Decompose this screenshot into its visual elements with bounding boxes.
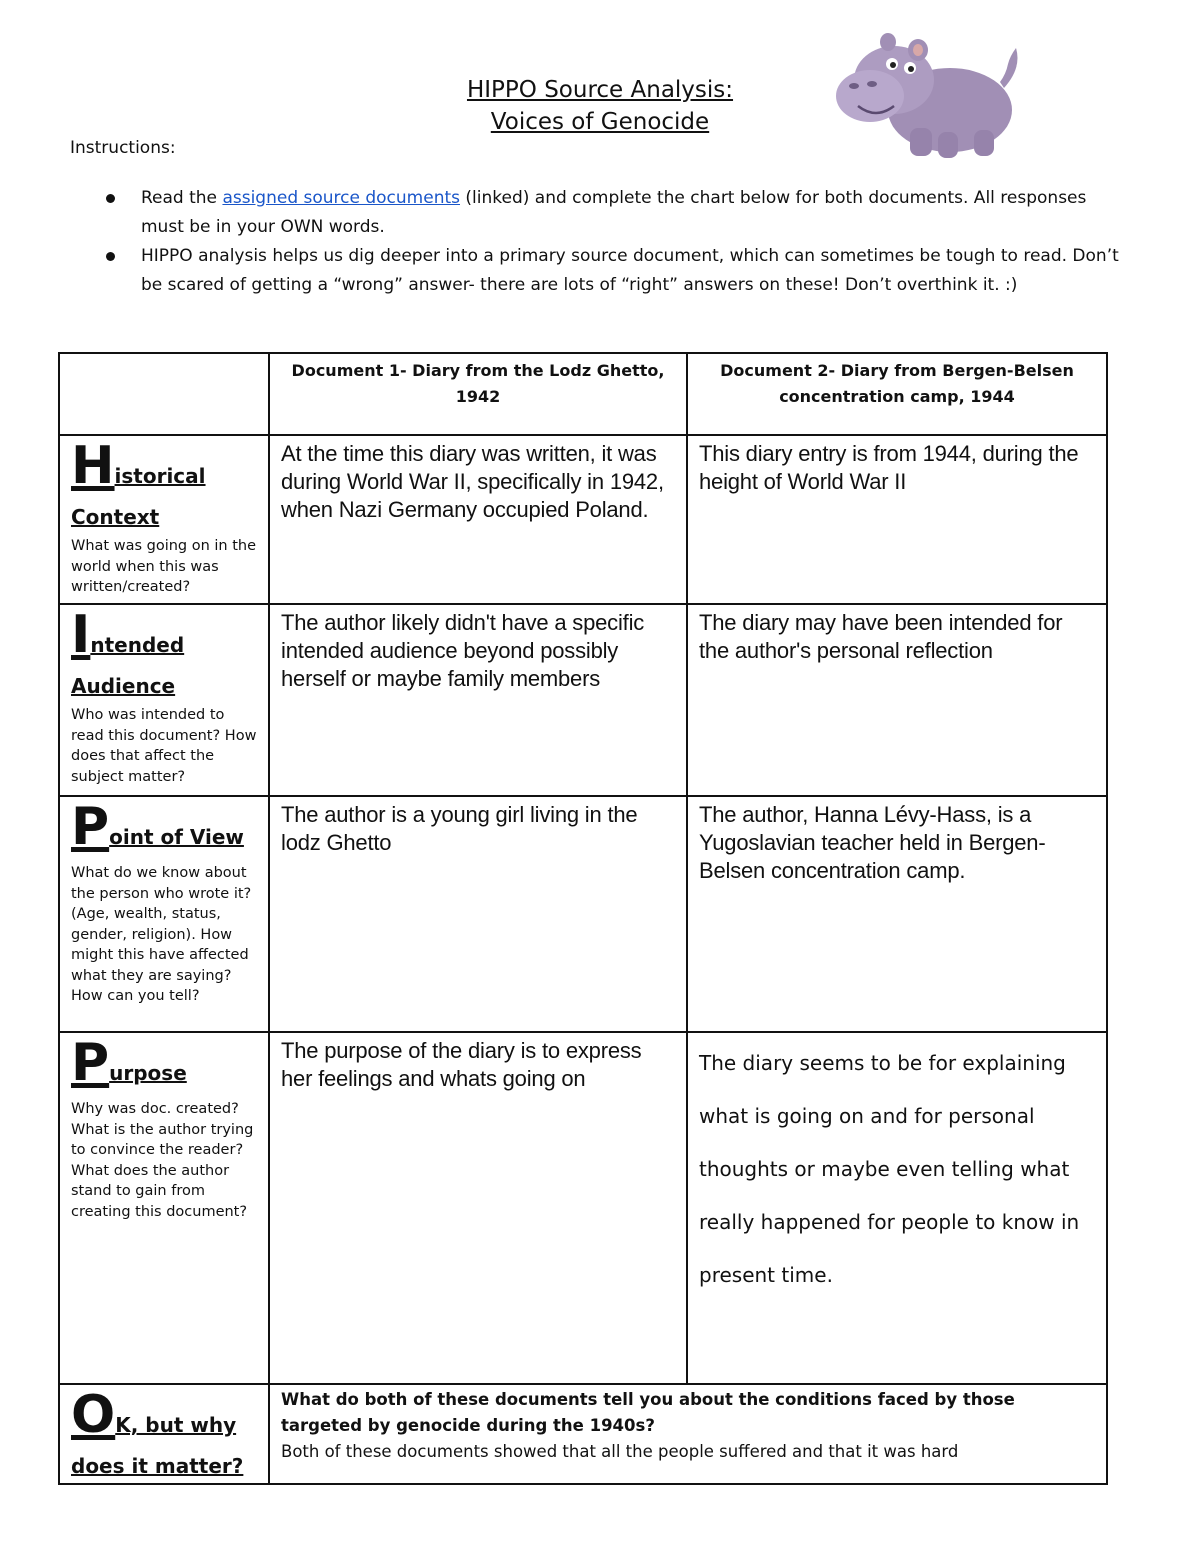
label-subtext: Who was intended to read this document? How does that affect the subject matter? [71,707,257,785]
answer-doc2-point-of-view[interactable]: The author, Hanna Lévy-Hass, is a Yugoslavian teacher held in Bergen-Belsen concentration camp. [687,796,1107,1032]
label-subtext: Why was doc. created? What is the author trying to convince the reader? What does the author stand to gain from creating this document? [71,1101,254,1220]
label-point-of-view: Point of View What do we know about the person who wrote it? (Age, wealth, status, gender, religion). How might this have affected what they are saying? How can you tell? [59,796,269,1032]
ok-question: What do both of these documents tell you about the conditions faced by those targeted by genocide during the 1940s? [281,1390,1015,1435]
table-row-ok-why-matter [59,1384,1107,1484]
empty-header-cell [59,353,269,435]
bullet-dot [106,252,115,261]
title-line-2: Voices of Genocide [490,109,710,135]
table-header-row [59,353,1107,435]
answer-doc2-historical-context[interactable]: This diary entry is from 1944, during the height of World War II [687,435,1107,604]
instructions-list [70,184,1130,300]
label-intended-audience: Intended Audience Who was intended to read this document? How does that affect the subject matter? [59,604,269,796]
table-row-intended-audience [59,604,1107,796]
instructions-heading: Instructions: [70,138,176,158]
instruction-bullet-2: HIPPO analysis helps us dig deeper into a primary source document, which can sometimes be tough to read. Don’t be scared of getting a “wrong” answer- there are lots of “right” answers on these! Don’t overthink it. :) [70,242,1130,300]
ok-question-cell[interactable] [269,1384,1107,1484]
answer-doc2-intended-audience[interactable]: The diary may have been intended for the author's personal reflection [687,604,1107,796]
answer-doc1-purpose[interactable]: The purpose of the diary is to express her feelings and whats going on [269,1032,687,1384]
hippo-table [58,352,1108,1485]
instruction-bullet-1: Read the assigned source documents (linked) and complete the chart below for both documents. All responses must be in your OWN words. [70,184,1130,242]
label-ok-why-matter: OK, but why does it matter? [59,1384,269,1484]
bullet-dot [106,194,115,203]
title-line-1: HIPPO Source Analysis: [466,77,734,103]
label-subtext: What was going on in the world when this was written/created? [71,538,257,595]
answer-doc1-point-of-view[interactable]: The author is a young girl living in the lodz Ghetto [269,796,687,1032]
answer-doc1-intended-audience[interactable]: The author likely didn't have a specific intended audience beyond possibly herself or maybe family members [269,604,687,796]
doc2-header: Document 2- Diary from Bergen-Belsen concentration camp, 1944 [687,353,1107,435]
label-purpose: Purpose Why was doc. created? What is the author trying to convince the reader? What does the author stand to gain from creating this document? [59,1032,269,1384]
doc1-header: Document 1- Diary from the Lodz Ghetto, 1942 [269,353,687,435]
label-subtext: What do we know about the person who wrote it? (Age, wealth, status, gender, religion). How might this have affected what they are saying? How can you tell? [71,865,252,1004]
table-row-point-of-view [59,796,1107,1032]
ok-answer: Both of these documents showed that all the people suffered and that it was hard [281,1442,959,1461]
answer-doc1-historical-context[interactable]: At the time this diary was written, it was during World War II, specifically in 1942, when Nazi Germany occupied Poland. [269,435,687,604]
hippo-icon [832,28,1028,160]
answer-doc2-purpose[interactable]: The diary seems to be for explaining what is going on and for personal thoughts or maybe even telling what really happened for people to know in present time. [687,1032,1107,1384]
table-row-historical-context [59,435,1107,604]
assigned-source-documents-link[interactable]: assigned source documents [222,188,460,208]
label-historical-context: Historical Context What was going on in the world when this was written/created? [59,435,269,604]
table-row-purpose [59,1032,1107,1384]
